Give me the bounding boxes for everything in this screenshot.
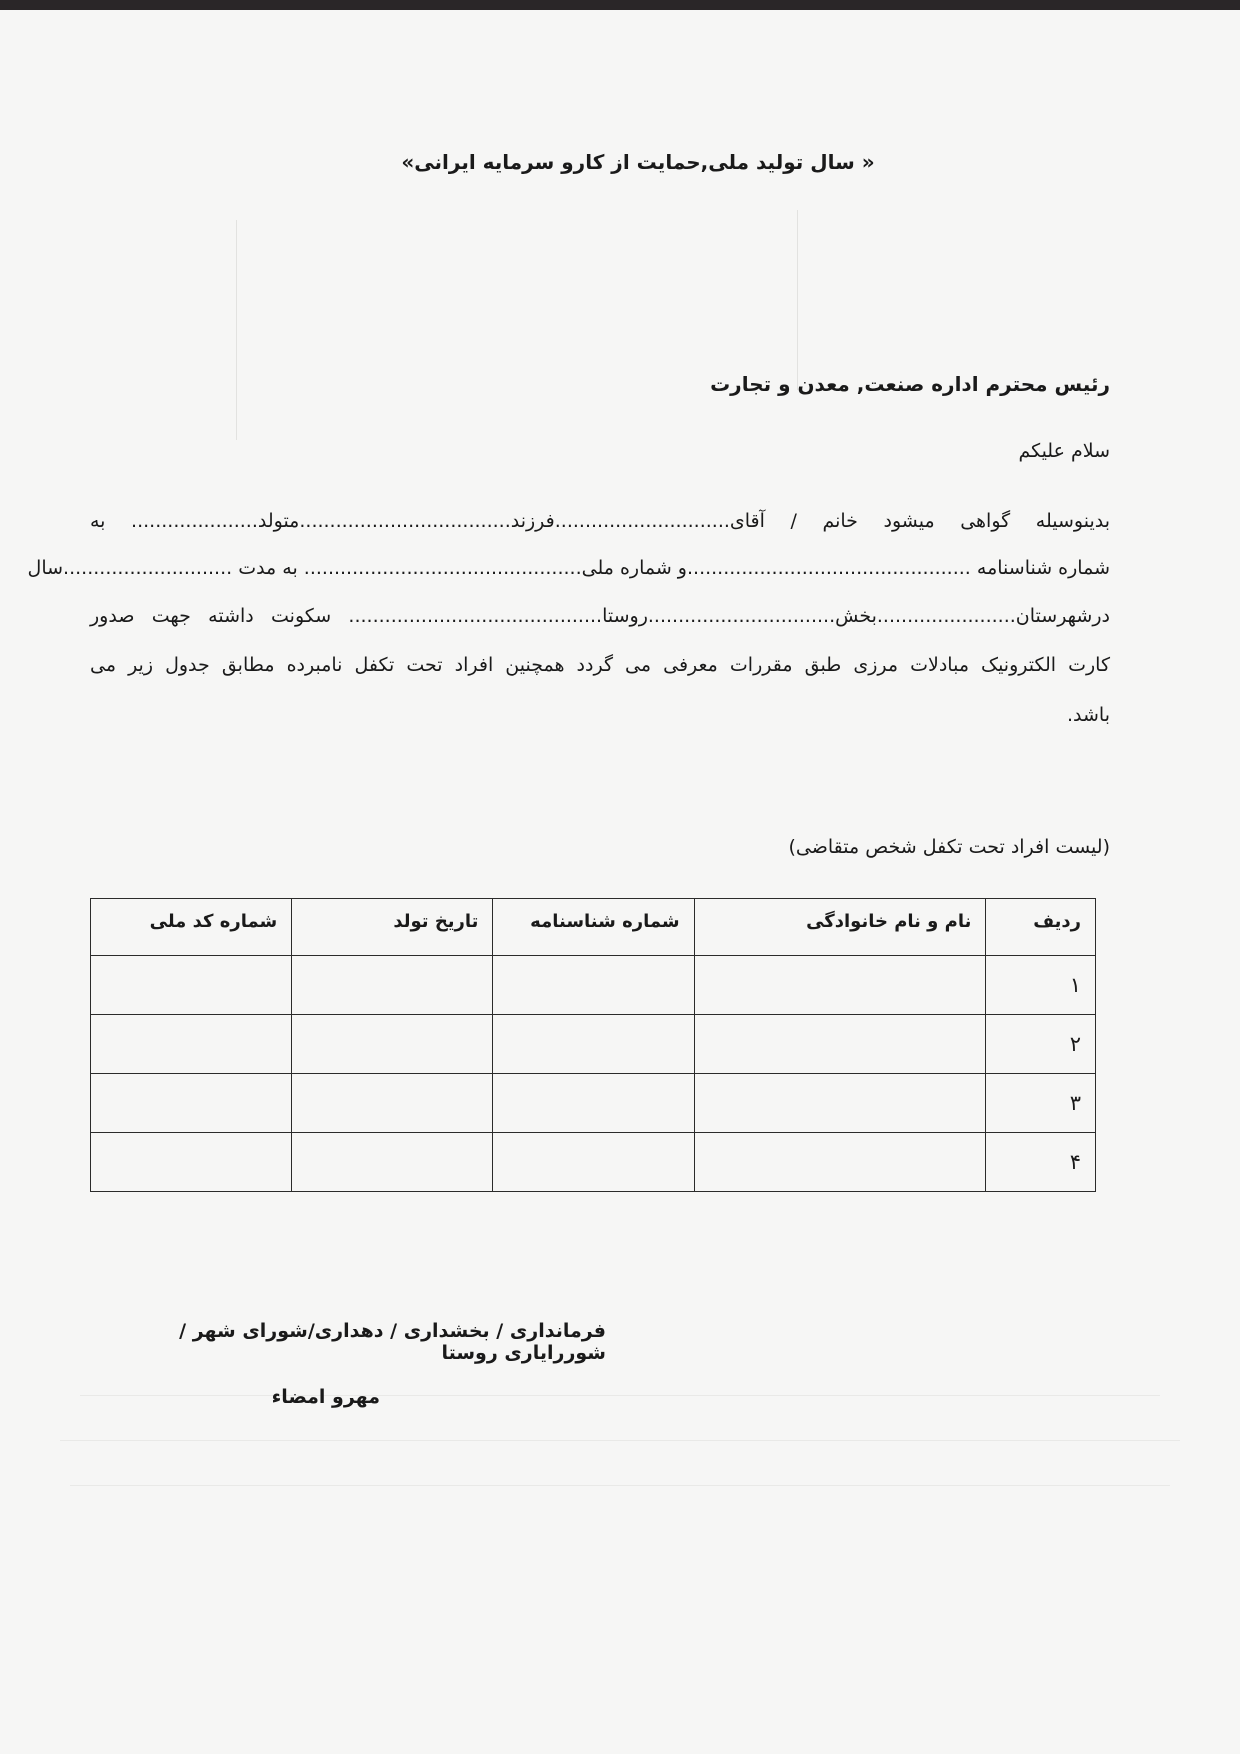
name-cell — [694, 956, 986, 1015]
shenasnameh-cell — [493, 1015, 694, 1074]
header-national-id: شماره کد ملی — [91, 899, 292, 956]
table-row — [91, 956, 1096, 1015]
header-shenasnameh: شماره شناسنامه — [493, 899, 694, 956]
table-row — [91, 1133, 1096, 1192]
scan-bleed-line — [60, 1440, 1180, 1441]
dependents-list-caption: (لیست افراد تحت تکفل شخص متقاضی) — [788, 836, 1110, 858]
national-id-cell — [91, 1074, 292, 1133]
shenasnameh-cell — [493, 956, 694, 1015]
motto-heading: « سال تولید ملی,حمایت از کارو سرمایه ایرانی» — [401, 150, 875, 174]
name-cell — [694, 1015, 986, 1074]
shenasnameh-cell — [493, 1133, 694, 1192]
body-line-3: درشهرستان.......................بخش...............................روستا.......................................... سکونت داشته جهت صدور — [90, 605, 1110, 627]
national-id-cell — [91, 1015, 292, 1074]
issuing-authority: فرمانداری / بخشداری / دهداری/شورای شهر /شوررایاری روستا — [179, 1320, 606, 1364]
addressee: رئیس محترم اداره صنعت, معدن و تجارت — [710, 372, 1110, 396]
row-number-cell: ۳ — [986, 1074, 1096, 1133]
birth-date-cell — [292, 1074, 493, 1133]
birth-date-cell — [292, 1015, 493, 1074]
table-row — [91, 1015, 1096, 1074]
name-cell — [694, 1133, 986, 1192]
body-line-4: کارت الکترونیک مبادلات مرزی طبق مقررات معرفی می گردد همچنین افراد تحت تکفل نامبرده مطابق جدول زیر می — [90, 654, 1110, 676]
scan-artifact-line — [236, 220, 237, 440]
dependents-table — [90, 898, 1096, 1192]
greeting: سلام علیکم — [1018, 440, 1110, 462]
scan-artifact-line — [797, 210, 798, 390]
shenasnameh-cell — [493, 1074, 694, 1133]
body-line-5: باشد. — [1066, 704, 1110, 726]
national-id-cell — [91, 956, 292, 1015]
table-header-row — [91, 899, 1096, 956]
body-line-1: بدینوسیله گواهی میشود خانم / آقای.............................فرزند...................................متولد..................... به — [90, 510, 1110, 532]
name-cell — [694, 1074, 986, 1133]
row-number-cell: ۴ — [986, 1133, 1096, 1192]
national-id-cell — [91, 1133, 292, 1192]
birth-date-cell — [292, 1133, 493, 1192]
row-number-cell: ۱ — [986, 956, 1096, 1015]
body-line-2: شماره شناسنامه ...............................................و شماره ملی.............................................. به مدت ............................سال — [27, 557, 1110, 579]
row-number-cell: ۲ — [986, 1015, 1096, 1074]
birth-date-cell — [292, 956, 493, 1015]
table-row — [91, 1074, 1096, 1133]
scan-bleed-line — [70, 1485, 1170, 1486]
seal-and-signature: مهرو امضاء — [271, 1386, 380, 1408]
header-row-number: ردیف — [986, 899, 1096, 956]
scan-top-edge — [0, 0, 1240, 10]
header-full-name: نام و نام خانوادگی — [694, 899, 986, 956]
header-birth-date: تاریخ تولد — [292, 899, 493, 956]
